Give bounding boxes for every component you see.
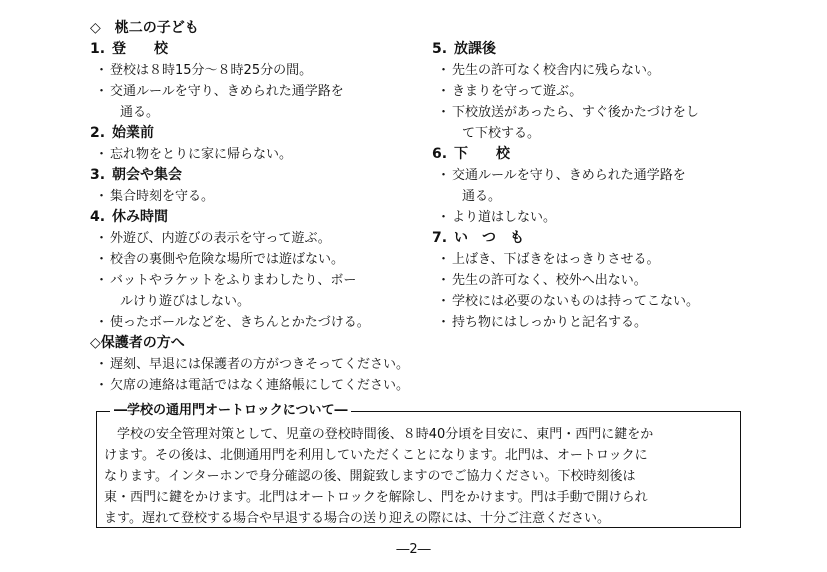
main-heading: ◇ 桃二の子ども [90,20,199,36]
right-column [432,18,762,333]
section-title [90,165,420,186]
section-title [432,39,762,60]
section-title-text: い つ も [454,230,524,246]
rule-line: ・ きまりを守って遊ぶ。 [432,81,762,102]
rule-line: ・ 登校は８時15分～８時25分の間。 [90,60,420,81]
section-number: 5. [432,41,448,57]
section-number: 3. [90,167,106,183]
section-title [90,207,420,228]
rule-line: 通る。 [462,189,502,204]
rule-line: ・ 下校放送があったら、すぐ後かたづけをし [432,102,762,123]
right-sections [432,39,762,333]
notice-line: なります。インターホンで身分確認の後、開錠致しますのでご協力ください。下校時刻後は [104,469,636,484]
rule-line: ・ 忘れ物をとりに家に帰らない。 [90,144,420,165]
section-number: 4. [90,209,106,225]
rule-line: ・ より道はしない。 [432,207,762,228]
rule-line: 通る。 [120,105,160,120]
section-title [432,144,762,165]
notice-line: 学校の安全管理対策として、児童の登校時間後、８時40分頃を目安に、東門・西門に鍵をか [104,427,654,442]
section-title [432,228,762,249]
rule-line: ルけり遊びはしない。 [120,294,251,309]
left-column [90,18,420,333]
section-title-text: 休み時間 [112,209,168,225]
left-sections [90,39,420,333]
rule-line: て下校する。 [462,126,541,141]
notice-line: 東・西門に鍵をかけます。北門はオートロックを解除し、門をかけます。門は手動で開けられ [104,490,648,505]
notice-text [104,424,736,529]
parents-section [90,333,790,396]
parents-line: ・ 遅刻、早退には保護者の方がつきそってください。 [90,354,790,375]
section-title [90,123,420,144]
rule-line: ・ 先生の許可なく校舎内に残らない。 [432,60,762,81]
rule-line: ・ 校舎の裏側や危険な場所では遊ばない。 [90,249,420,270]
section-title-text: 始業前 [112,125,154,141]
section-number: 6. [432,146,448,162]
right-column-spacer [432,18,762,39]
section-title-text: 登 校 [112,41,168,57]
section-title-text: 朝会や集会 [112,167,182,183]
section-title-text: 放課後 [454,41,496,57]
notice-line: ます。遅れて登校する場合や早退する場合の送り迎えの際には、十分ご注意ください。 [104,511,610,526]
notice-title: ―学校の通用門オートロックについて― [110,401,351,421]
page-number: ―2― [396,542,431,557]
section-number: 1. [90,41,106,57]
parents-heading: ◇保護者の方へ [90,335,185,351]
rule-line: ・ 持ち物にはしっかりと記名する。 [432,312,762,333]
rule-line: ・ 集合時刻を守る。 [90,186,420,207]
section-number: 2. [90,125,106,141]
rule-line: ・ 交通ルールを守り、きめられた通学路を [432,165,762,186]
section-number: 7. [432,230,448,246]
rule-line: ・ 交通ルールを守り、きめられた通学路を [90,81,420,102]
section-title [90,39,420,60]
rule-line: ・ 使ったボールなどを、きちんとかたづける。 [90,312,420,333]
rule-line: ・ 学校には必要のないものは持ってこない。 [432,291,762,312]
rule-line: ・ 先生の許可なく、校外へ出ない。 [432,270,762,291]
rule-line: ・ 外遊び、内遊びの表示を守って遊ぶ。 [90,228,420,249]
rule-line: ・ 上ばき、下ばきをはっきりさせる。 [432,249,762,270]
notice-title-text: 学校の通用門オートロックについて [127,403,335,418]
rule-line: ・ バットやラケットをふりまわしたり、ボー [90,270,420,291]
parents-line: ・ 欠席の連絡は電話ではなく連絡帳にしてください。 [90,375,790,396]
section-title-text: 下 校 [454,146,510,162]
notice-line: けます。その後は、北側通用門を利用していただくことになります。北門は、オートロックに [104,448,648,463]
